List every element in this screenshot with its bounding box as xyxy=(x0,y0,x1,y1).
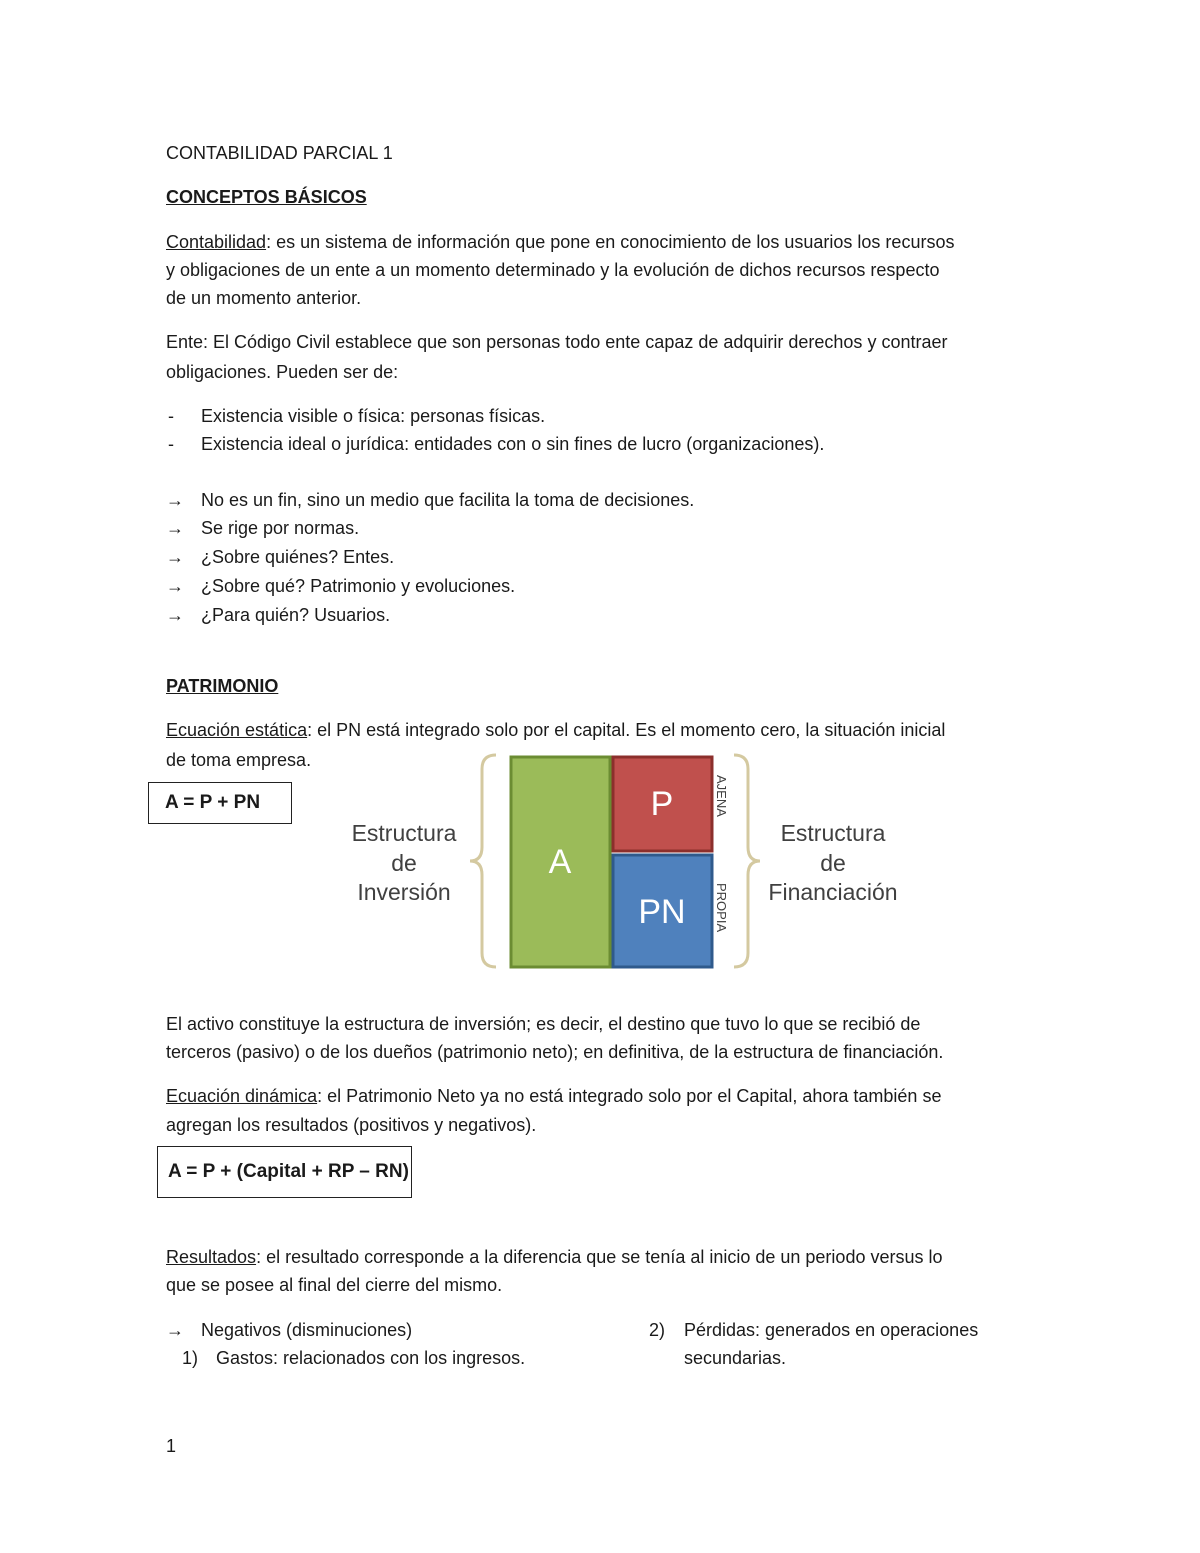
diagram-left-label-1: Estructura xyxy=(351,820,457,846)
item-2-text-line-2: secundarias. xyxy=(684,1348,787,1368)
diagram-right-label-2: de xyxy=(820,850,846,876)
contabilidad-line-1 xyxy=(166,228,954,256)
dash-bullet: - xyxy=(168,434,174,454)
negativos-label: Negativos (disminuciones) xyxy=(201,1320,413,1340)
estatica-line-2: de toma empresa. xyxy=(166,750,312,770)
arrow-right-icon: → xyxy=(166,547,184,567)
patrimonio-diagram xyxy=(330,745,910,977)
item-2-text-line-1: Pérdidas: generados en operaciones xyxy=(684,1320,979,1340)
arrow-right-icon: → xyxy=(166,490,184,510)
list-item: ¿Sobre quiénes? Entes. xyxy=(201,547,395,567)
ente-line-2: obligaciones. Pueden ser de: xyxy=(166,362,399,382)
list-item: Se rige por normas. xyxy=(201,518,360,538)
section-heading-patrimonio: PATRIMONIO xyxy=(166,676,279,696)
box-pasivo-label: P xyxy=(650,785,674,823)
arrow-right-icon: → xyxy=(166,605,184,625)
diagram-right-label-1: Estructura xyxy=(780,820,886,846)
resultados-line-1 xyxy=(166,1243,943,1271)
box-activo-label: A xyxy=(548,843,572,881)
left-brace-icon xyxy=(470,755,496,967)
contabilidad-line-3: de un momento anterior. xyxy=(166,288,362,308)
contabilidad-def: : es un sistema de información que pone en conocimiento de los usuarios los recursos xyxy=(266,232,955,252)
equation-box-dynamic xyxy=(157,1146,412,1198)
dinamica-def: : el Patrimonio Neto ya no está integrado solo por el Capital, ahora también se xyxy=(317,1086,942,1106)
dinamica-term: Ecuación dinámica xyxy=(166,1086,318,1106)
resultados-def: : el resultado corresponde a la diferencia que se tenía al inicio de un periodo versus lo xyxy=(256,1247,943,1267)
diagram-left-label-2: de xyxy=(391,850,417,876)
resultados-term: Resultados xyxy=(166,1247,257,1267)
activo-line-1: El activo constituye la estructura de inversión; es decir, el destino que tuvo lo que se recibió de xyxy=(166,1014,921,1034)
resultados-line-2: que se posee al final del cierre del mismo. xyxy=(166,1275,503,1295)
side-label-propia: PROPIA xyxy=(714,883,729,933)
box-pn-label: PN xyxy=(638,893,686,931)
item-1-number: 1) xyxy=(182,1348,199,1368)
list-item: No es un fin, sino un medio que facilita la toma de decisiones. xyxy=(201,490,695,510)
diagram-left-label-3: Inversión xyxy=(357,879,451,905)
dinamica-line-1 xyxy=(166,1082,941,1110)
contabilidad-term: Contabilidad xyxy=(166,232,267,252)
equation-box-static xyxy=(148,782,292,824)
dinamica-line-2: agregan los resultados (positivos y negativos). xyxy=(166,1115,537,1135)
estatica-def: : el PN está integrado solo por el capital. Es el momento cero, la situación inicial xyxy=(307,720,946,740)
list-item: ¿Sobre qué? Patrimonio y evoluciones. xyxy=(201,576,516,596)
arrow-right-icon: → xyxy=(166,576,184,596)
doc-title: CONTABILIDAD PARCIAL 1 xyxy=(166,143,393,163)
dash-bullet: - xyxy=(168,406,174,426)
item-2-number: 2) xyxy=(649,1320,666,1340)
arrow-right-icon: → xyxy=(166,1320,184,1340)
side-label-ajena: AJENA xyxy=(714,775,729,817)
item-1-text: Gastos: relacionados con los ingresos. xyxy=(216,1348,526,1368)
arrow-right-icon: → xyxy=(166,518,184,538)
section-heading-conceptos: CONCEPTOS BÁSICOS xyxy=(166,187,367,207)
ente-line-1: Ente: El Código Civil establece que son personas todo ente capaz de adquirir derechos y contraer xyxy=(166,332,948,352)
estatica-line-1 xyxy=(166,716,945,744)
list-item: ¿Para quién? Usuarios. xyxy=(201,605,391,625)
list-item: Existencia ideal o jurídica: entidades con o sin fines de lucro (organizaciones). xyxy=(201,434,825,454)
estatica-term: Ecuación estática xyxy=(166,720,308,740)
diagram-right-label-3: Financiación xyxy=(768,879,898,905)
equation-dynamic: A = P + (Capital + RP – RN) xyxy=(168,1161,409,1182)
list-item: Existencia visible o física: personas físicas. xyxy=(201,406,546,426)
page-number: 1 xyxy=(166,1436,177,1456)
right-brace-icon xyxy=(734,755,760,967)
contabilidad-line-2: y obligaciones de un ente a un momento determinado y la evolución de dichos recursos respecto xyxy=(166,260,940,280)
activo-line-2: terceros (pasivo) o de los dueños (patrimonio neto); en definitiva, de la estructura de financiación. xyxy=(166,1042,944,1062)
equation-static: A = P + PN xyxy=(165,792,261,813)
